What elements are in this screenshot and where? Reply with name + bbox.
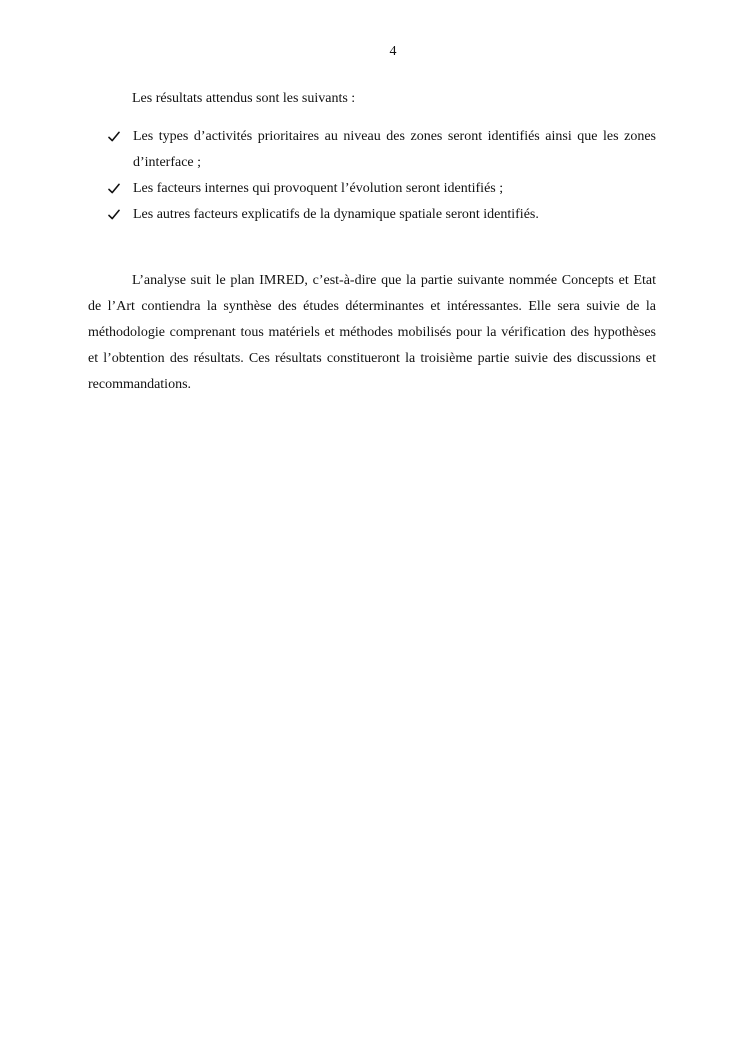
expected-result-text: Les facteurs internes qui provoquent l’évolution seront identifiés ; [133,181,504,196]
expected-result-text: Les autres facteurs explicatifs de la dynamique spatiale seront identifiés. [133,207,539,222]
checkmark-icon [108,202,122,228]
expected-result-item [108,202,656,228]
page-number: 4 [389,44,397,59]
expected-result-item [108,176,656,202]
expected-result-text: Les types d’activités prioritaires au niveau des zones seront identifiés ainsi que les zones d’interface ; [133,129,656,170]
expected-results-intro: Les résultats attendus sont les suivants : [132,91,356,106]
expected-results-list [108,124,656,228]
checkmark-icon [108,176,122,202]
analysis-plan-paragraph: L’analyse suit le plan IMRED, c’est-à-dire que la partie suivante nommée Concepts et Etat de l’Art contiendra la synthèse des études déterminantes et intéressantes. Elle sera suivie de la méthodologie comprenant tous matériels et méthodes mobilisés pour la vérification des hypothèses et l’obtention des résultats. Ces résultats constitueront la troisième partie suivie des discussions et recommandations. [88,273,656,392]
checkmark-icon [108,124,122,150]
expected-result-item [108,124,656,176]
